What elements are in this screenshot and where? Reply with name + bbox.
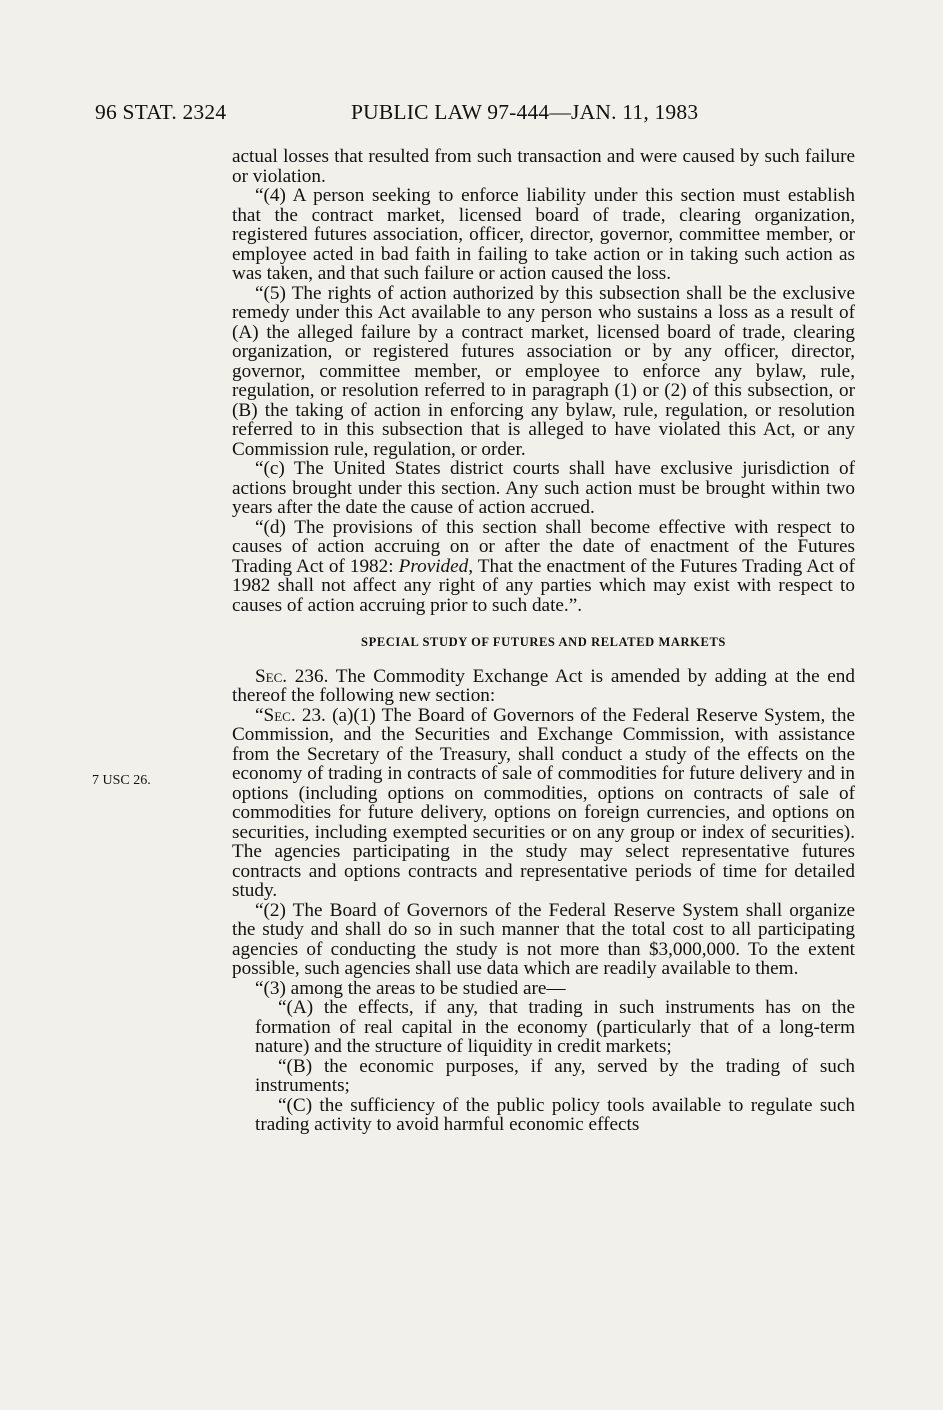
paragraph-sec-23-a1: [232, 706, 855, 901]
stat-reference: 96 STAT. 2324: [95, 100, 227, 124]
provided-italic: Provided,: [398, 555, 474, 577]
paragraph-b4: “(4) A person seeking to enforce liability under this section must establish that the contract market, licensed board of trade, clearing organization, registered futures association, officer, director, governor, committee member, or employee acted in bad faith in failing to take action or in taking such action as was taken, and that such failure or action caused the loss.: [232, 185, 855, 284]
page-header: [95, 100, 855, 130]
open-quote: “: [255, 704, 264, 726]
paragraph-a3: “(3) among the areas to be studied are—: [255, 977, 566, 999]
paragraph-a3-B: “(B) the economic purposes, if any, served by the trading of such instruments;: [255, 1055, 855, 1096]
law-title: PUBLIC LAW 97-444—JAN. 11, 1983: [351, 100, 699, 124]
margin-note-usc-26: 7 USC 26.: [92, 773, 151, 788]
paragraph-a3-C: “(C) the sufficiency of the public policy tools available to regulate such trading activity to avoid harmful economic effects: [255, 1094, 855, 1135]
section-heading: SPECIAL STUDY OF FUTURES AND RELATED MARKETS: [361, 635, 726, 649]
paragraph-continuation: actual losses that resulted from such transaction and were caused by such failure or violation.: [232, 146, 855, 187]
paragraph-b5: “(5) The rights of action authorized by this subsection shall be the exclusive remedy under this Act available to any person who sustains a loss as a result of (A) the alleged failure by a contract market, licensed board of trade, clearing organization, or registered futures association or by any officer, director, governor, committee member, or employee to enforce any bylaw, rule, regulation, or resolution referred to in paragraph (1) or (2) of this subsection, or (B) the taking of action in enforcing any bylaw, rule, regulation, or resolution referred to in this subsection that is alleged to have violated this Act, or any Commission rule, regulation, or order.: [232, 282, 855, 460]
paragraph-a2: “(2) The Board of Governors of the Federal Reserve System shall organize the study and shall do so in such manner that the total cost to all participating agencies of conducting the study is not more than $3,000,000. To the extent possible, such agencies shall use data which are readily available to them.: [232, 899, 855, 979]
sec-label: Sec.: [255, 665, 288, 687]
sec-label: Sec.: [263, 704, 296, 726]
paragraph-d: [232, 518, 855, 616]
sec-23-text: 23. (a)(1) The Board of Governors of the Federal Reserve System, the Commission, and the Securities and Exchange Commission, with assistance from the Secretary of the Treasury, shall conduct a study of the effects on the economy of trading in contracts of sale of commodities for future delivery and in options (including options on commodities, options on contracts of sale of commodities for future delivery, options on foreign currencies, and options on securities, including exempted securities or on any group or index of securities). The agencies participating in the study may select representative futures contracts and options contracts and representative periods of time for detailed study.: [232, 704, 855, 901]
paragraph-d-text-a: “(d) The provisions of this section shall become effective with respect to causes of action accruing on or after the date of enactment of the Futures Trading Act of 1982:: [232, 516, 855, 577]
sec-236-text: 236. The Commodity Exchange Act is amended by adding at the end thereof the following new section:: [232, 665, 855, 706]
paragraph-sec-236: [232, 667, 855, 706]
document-body: [232, 147, 855, 1135]
paragraph-c: “(c) The United States district courts shall have exclusive jurisdiction of actions brought under this section. Any such action must be brought within two years after the date the cause of action accrued.: [232, 458, 855, 518]
paragraph-d-text-b: That the enactment of the Futures Trading Act of 1982 shall not affect any right of any parties which may exist with respect to causes of action accruing prior to such date.”.: [232, 555, 855, 616]
paragraph-a3-A: “(A) the effects, if any, that trading in such instruments has on the formation of real capital in the economy (particularly that of a long-term nature) and the structure of liquidity in credit markets;: [255, 997, 855, 1057]
